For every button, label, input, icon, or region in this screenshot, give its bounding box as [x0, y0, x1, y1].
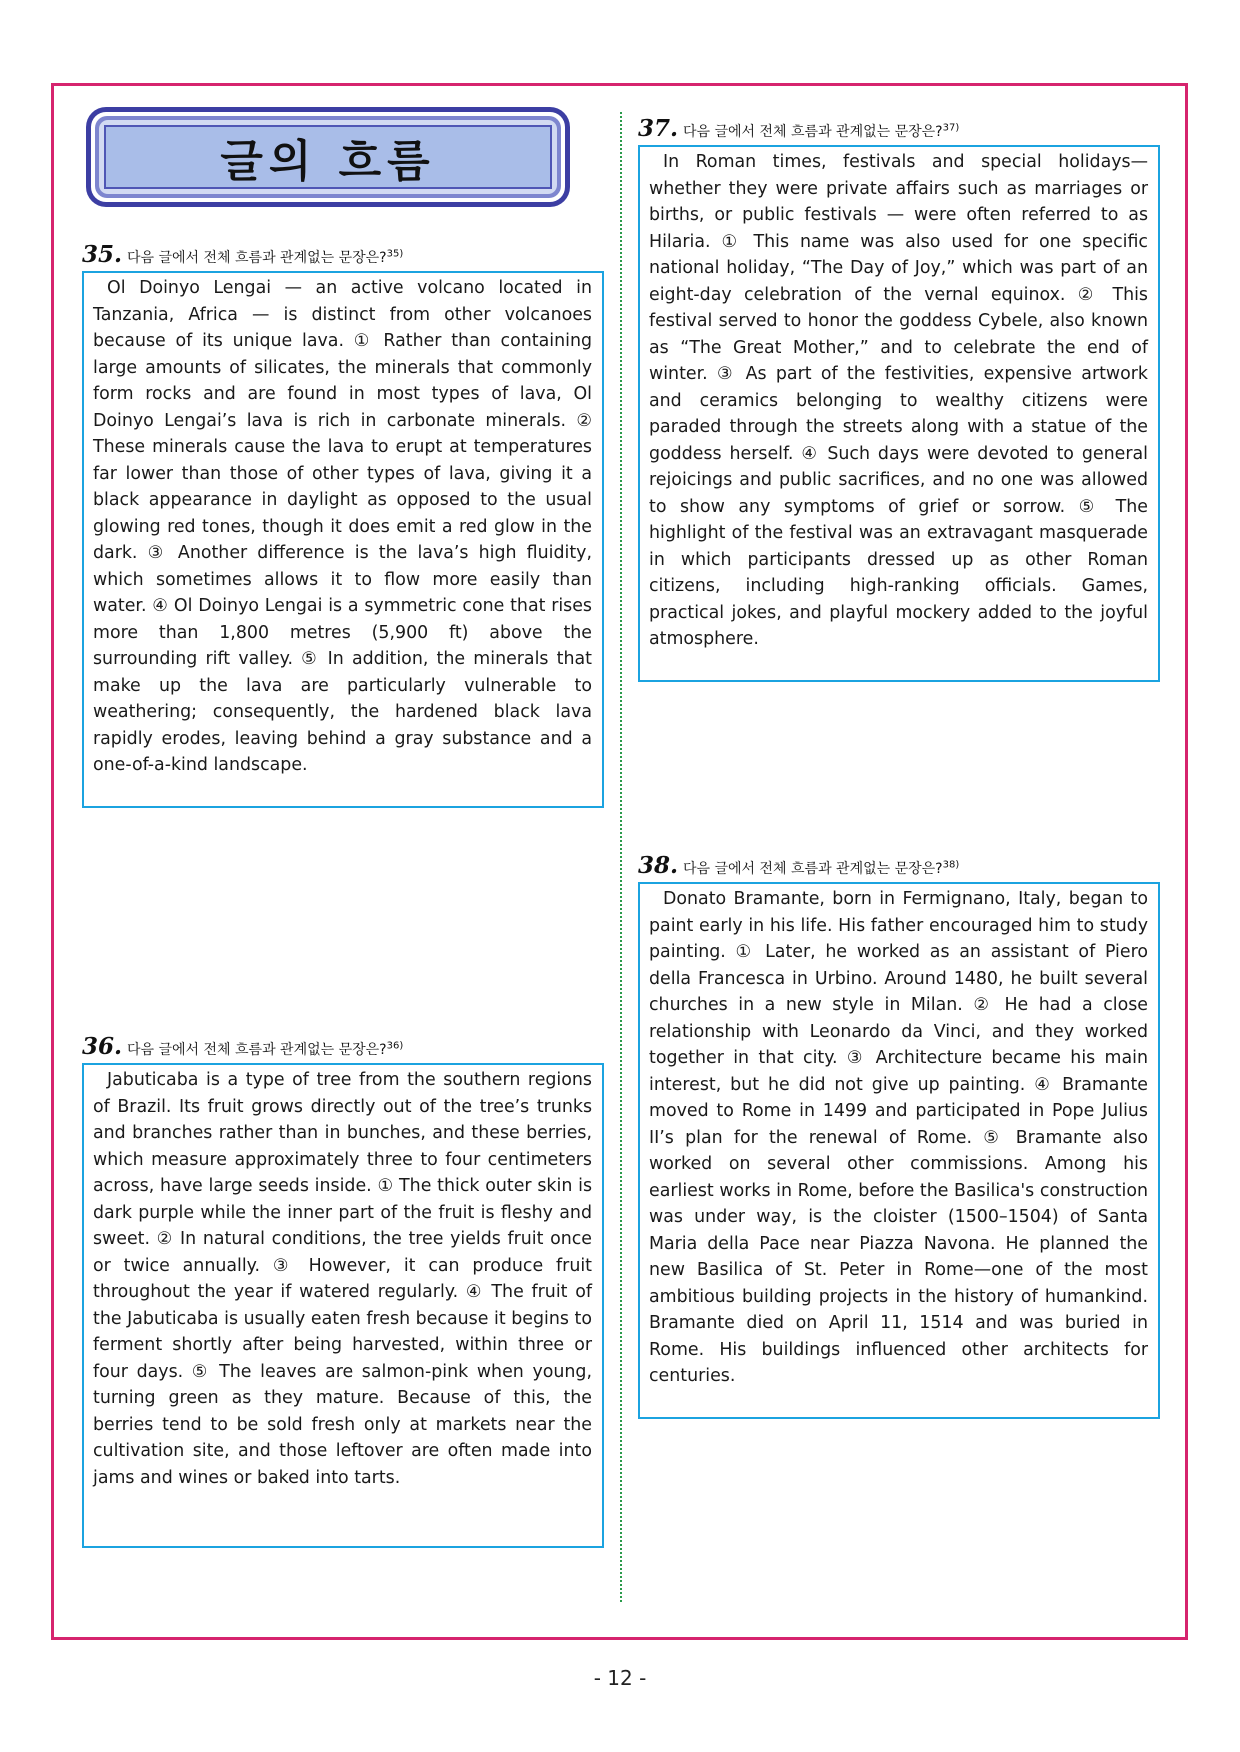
section-title-banner — [86, 107, 570, 207]
passage-text: In Roman times, festivals and special holidays— whether they were private affairs such as marriages or births, or public festivals — were often referred to as Hilaria. ① This name was also used for one specific national holiday, “The Day of Joy,” which was part of an eight-day celebration of the vernal equinox. ② This festival served to honor the goddess Cybele, also known as “The Great Mother,” and to celebrate the end of winter. ③ As part of the festivities, expensive artwork and ceramics belonging to wealthy citizens were paraded through the streets along with a statue of the goddess herself. ④ Such days were devoted to general rejoicings and public sacrifices, and no one was allowed to show any symptoms of grief or sorrow. ⑤ The highlight of the festival was an extravagant masquerade in which participants dressed up as other Roman citizens, including high-ranking officials. Games, practical jokes, and playful mockery added to the joyful atmosphere. — [649, 152, 1148, 649]
question-number: 38. — [638, 852, 679, 879]
passage-box-38 — [638, 882, 1160, 1419]
question-prompt: 다음 글에서 전체 흐름과 관계없는 문장은?$^{38)}$ — [683, 859, 960, 877]
section-title: 글의 흐름 — [220, 136, 436, 187]
column-divider — [620, 112, 622, 1602]
question-prompt: 다음 글에서 전체 흐름과 관계없는 문장은?$^{35)}$ — [127, 248, 404, 266]
question-38-header — [638, 852, 959, 879]
footnote-ref: 36) — [386, 1040, 404, 1052]
footnote-ref: 37) — [942, 122, 960, 134]
question-prompt: 다음 글에서 전체 흐름과 관계없는 문장은?$^{36)}$ — [127, 1040, 404, 1058]
page-number: - 12 - — [593, 1666, 647, 1690]
question-number: 36. — [82, 1033, 123, 1060]
question-37-header — [638, 115, 959, 142]
question-35-header — [82, 241, 403, 268]
question-number: 35. — [82, 241, 123, 268]
question-prompt: 다음 글에서 전체 흐름과 관계없는 문장은?$^{37)}$ — [683, 122, 960, 140]
passage-text: Ol Doinyo Lengai — an active volcano located in Tanzania, Africa — is distinct from other volcanoes because of its unique lava. ① Rather than containing large amounts of silicates, the minerals that commonly form rocks and are found in most types of lava, Ol Doinyo Lengai’s lava is rich in carbonate minerals. ② These minerals cause the lava to erupt at temperatures far lower than those of other types of lava, giving it a black appearance in daylight as opposed to the usual glowing red tones, though it does emit a red glow in the dark. ③ Another difference is the lava’s high fluidity, which sometimes allows it to flow more easily than water. ④ Ol Doinyo Lengai is a symmetric cone that rises more than 1,800 metres (5,900 ft) above the surrounding rift valley. ⑤ In addition, the minerals that make up the lava are particularly vulnerable to weathering; consequently, the hardened black lava rapidly erodes, leaving behind a gray substance and a one-of-a-kind landscape. — [93, 278, 592, 775]
passage-box-37 — [638, 145, 1160, 682]
passage-text: Jabuticaba is a type of tree from the southern regions of Brazil. Its fruit grows directly out of the tree’s trunks and branches rather than in bunches, and these berries, which measure approximately three to four centimeters across, have large seeds inside. ① The thick outer skin is dark purple while the inner part of the fruit is fleshy and sweet. ② In natural conditions, the tree yields fruit once or twice annually. ③ However, it can produce fruit throughout the year if watered regularly. ④ The fruit of the Jabuticaba is usually eaten fresh because it begins to ferment shortly after being harvested, within three or four days. ⑤ The leaves are salmon-pink when young, turning green as they mature. Because of this, the berries tend to be sold fresh only at markets near the cultivation site, and those leftover are often made into jams and wines or baked into tarts. — [93, 1070, 592, 1488]
footnote-ref: 35) — [386, 248, 404, 260]
footnote-ref: 38) — [942, 859, 960, 871]
passage-box-36 — [82, 1063, 604, 1548]
question-36-header — [82, 1033, 403, 1060]
question-number: 37. — [638, 115, 679, 142]
passage-box-35 — [82, 271, 604, 808]
passage-text: Donato Bramante, born in Fermignano, Italy, began to paint early in his life. His father encouraged him to study painting. ① Later, he worked as an assistant of Piero della Francesca in Urbino. Around 1480, he built several churches in a new style in Milan. ② He had a close relationship with Leonardo da Vinci, and they worked together in that city. ③ Architecture became his main interest, but he did not give up painting. ④ Bramante moved to Rome in 1499 and participated in Pope Julius II’s plan for the renewal of Rome. ⑤ Bramante also worked on several other commissions. Among his earliest works in Rome, before the Basilica's construction was under way, is the cloister (1500–1504) of Santa Maria della Pace near Piazza Navona. He planned the new Basilica of St. Peter in Rome—one of the most ambitious building projects in the history of humankind. Bramante died on April 11, 1514 and was buried in Rome. His buildings influenced other architects for centuries. — [649, 889, 1148, 1386]
